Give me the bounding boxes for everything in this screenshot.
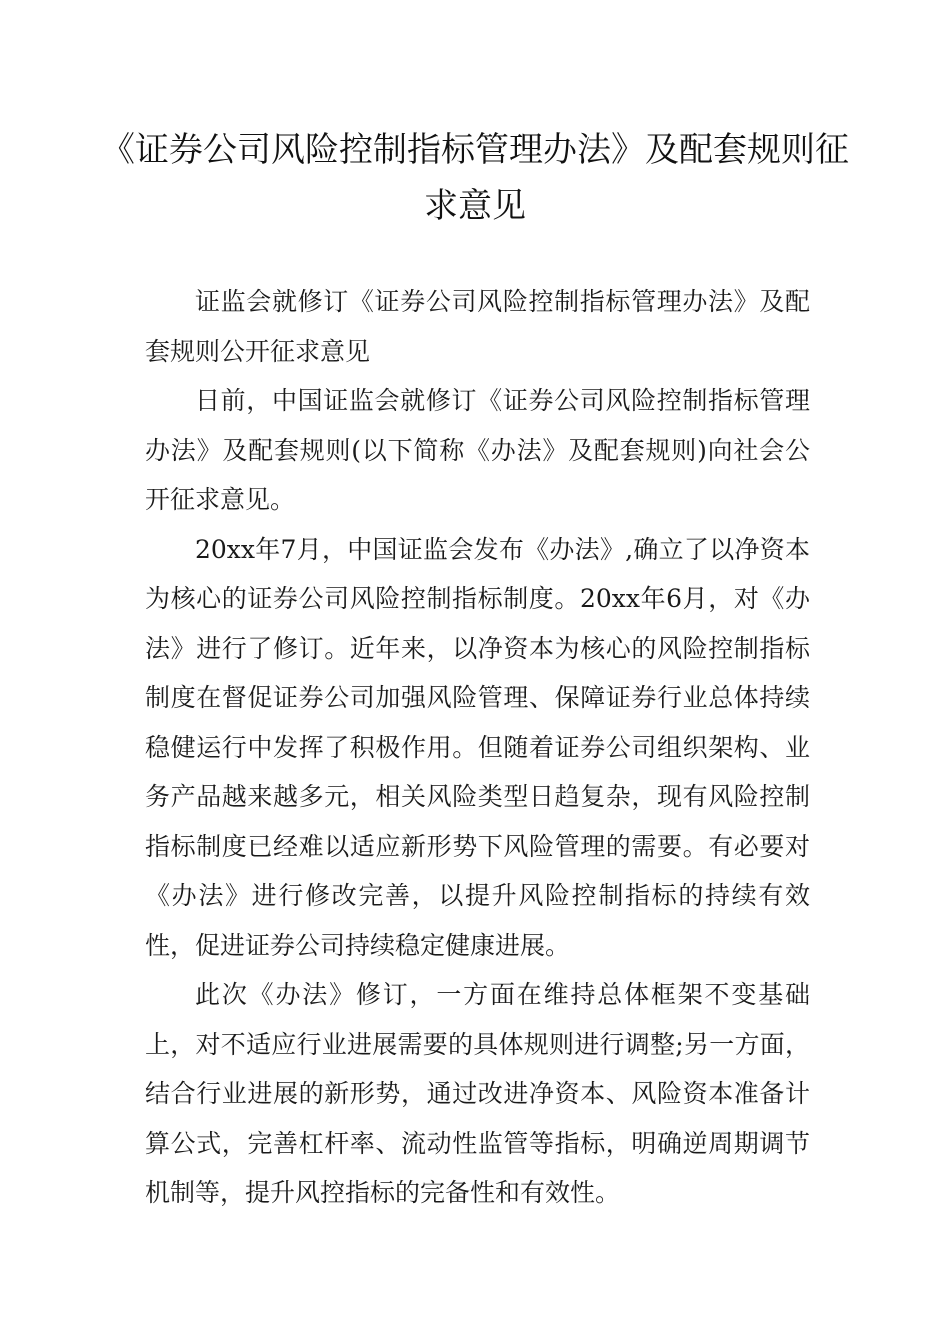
paragraph: 证监会就修订《证券公司风险控制指标管理办法》及配套规则公开征求意见	[145, 287, 810, 366]
paragraph: 日前，中国证监会就修订《证券公司风险控制指标管理办法》及配套规则(以下简称《办法》及配套规则)向社会公开征求意见。	[145, 386, 810, 514]
document-body	[145, 277, 810, 1218]
document-title: 《证券公司风险控制指标管理办法》及配套规则征求意见	[101, 130, 849, 226]
paragraph: 20xx年7月，中国证监会发布《办法》,确立了以净资本为核心的证券公司风险控制指标制度。20xx年6月，对《办法》进行了修订。近年来，以净资本为核心的风险控制指标制度在督促证券公司加强风险管理、保障证券行业总体持续稳健运行中发挥了积极作用。但随着证券公司组织架构、业务产品越来越多元，相关风险类型日趋复杂，现有风险控制指标制度已经难以适应新形势下风险管理的需要。有必要对《办法》进行修改完善，以提升风险控制指标的持续有效性，促进证券公司持续稳定健康进展。	[145, 534, 810, 960]
paragraph: 此次《办法》修订，一方面在维持总体框架不变基础上，对不适应行业进展需要的具体规则进行调整;另一方面，结合行业进展的新形势，通过改进净资本、风险资本准备计算公式，完善杠杆率、流动性监管等指标，明确逆周期调节机制等，提升风控指标的完备性和有效性。	[145, 980, 810, 1207]
